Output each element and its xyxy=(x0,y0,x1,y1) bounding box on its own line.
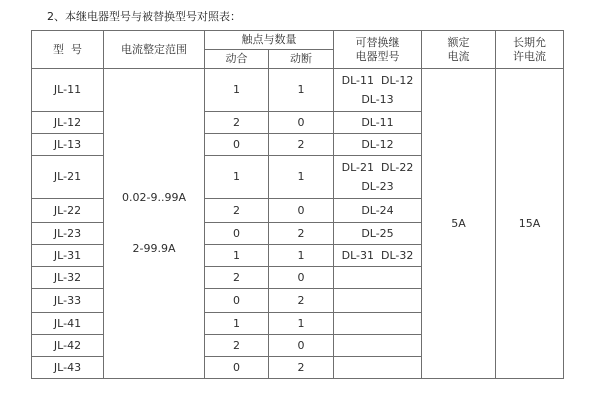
cell-normally-closed: 1 xyxy=(269,313,334,335)
cell-normally-open: 0 xyxy=(205,357,269,379)
cell-replaceable xyxy=(334,289,422,313)
cell-model: JL-22 xyxy=(32,199,104,223)
cell-model: JL-11 xyxy=(32,69,104,112)
cell-normally-open: 0 xyxy=(205,223,269,245)
col-header-rated-current xyxy=(422,31,496,69)
cell-longterm-current: 15A xyxy=(496,69,564,379)
col-header-longterm-line2: 许电流 xyxy=(513,49,546,63)
cell-normally-open: 2 xyxy=(205,267,269,289)
col-header-current-range: 电流整定范围 xyxy=(104,31,205,69)
col-header-longterm-current xyxy=(496,31,564,69)
replaceable-line1: DL-25 xyxy=(361,227,394,240)
cell-replaceable xyxy=(334,223,422,245)
replaceable-line1: DL-11 DL-12 xyxy=(341,74,414,87)
cell-normally-closed: 0 xyxy=(269,267,334,289)
cell-replaceable xyxy=(334,112,422,134)
section-title: 2、本继电器型号与被替换型号对照表： xyxy=(47,10,241,23)
cell-normally-open: 2 xyxy=(205,199,269,223)
cell-normally-open: 2 xyxy=(205,112,269,134)
cell-model: JL-32 xyxy=(32,267,104,289)
col-header-rated-line2: 电流 xyxy=(447,49,470,63)
cell-normally-closed: 0 xyxy=(269,112,334,134)
replaceable-line2: DL-13 xyxy=(361,93,394,106)
cell-replaceable xyxy=(334,199,422,223)
replaceable-line1: DL-12 xyxy=(361,138,394,151)
table-row-jl11 xyxy=(32,69,564,112)
col-header-rated-line1: 额定 xyxy=(447,35,470,49)
cell-rated-current: 5A xyxy=(422,69,496,379)
cell-normally-closed: 1 xyxy=(269,245,334,267)
replaceable-line1: DL-11 xyxy=(361,116,394,129)
cell-replaceable xyxy=(334,245,422,267)
cell-model: JL-23 xyxy=(32,223,104,245)
cell-replaceable xyxy=(334,335,422,357)
col-header-contacts-group: 触点与数量 xyxy=(205,31,334,50)
cell-normally-open: 1 xyxy=(205,313,269,335)
col-header-longterm-line1: 长期允 xyxy=(513,35,546,49)
cell-normally-closed: 2 xyxy=(269,223,334,245)
col-header-replaceable xyxy=(334,31,422,69)
cell-model: JL-43 xyxy=(32,357,104,379)
header-row-1 xyxy=(32,31,564,50)
cell-normally-closed: 2 xyxy=(269,357,334,379)
replaceable-line1: DL-24 xyxy=(361,204,394,217)
cell-normally-open: 0 xyxy=(205,134,269,156)
cell-normally-open: 1 xyxy=(205,156,269,199)
cell-model: JL-12 xyxy=(32,112,104,134)
cell-normally-closed: 0 xyxy=(269,335,334,357)
cell-normally-closed: 2 xyxy=(269,289,334,313)
col-header-model: 型 号 xyxy=(32,31,104,69)
cell-model: JL-42 xyxy=(32,335,104,357)
cell-model: JL-21 xyxy=(32,156,104,199)
cell-model: JL-41 xyxy=(32,313,104,335)
current-range-line2: 2-99.9A xyxy=(132,242,176,255)
replaceable-line1: DL-21 DL-22 xyxy=(341,161,414,174)
cell-normally-open: 1 xyxy=(205,245,269,267)
cell-replaceable xyxy=(334,156,422,199)
col-header-replaceable-line1: 可替换继 xyxy=(355,35,400,49)
cell-model: JL-13 xyxy=(32,134,104,156)
replaceable-line1: DL-31 DL-32 xyxy=(341,249,414,262)
current-range-line1: 0.02-9..99A xyxy=(122,191,186,204)
col-header-normally-closed: 动断 xyxy=(269,50,334,69)
cell-replaceable xyxy=(334,313,422,335)
cell-normally-closed: 1 xyxy=(269,69,334,112)
cell-replaceable xyxy=(334,69,422,112)
cell-normally-open: 0 xyxy=(205,289,269,313)
cell-normally-open: 1 xyxy=(205,69,269,112)
cell-model: JL-33 xyxy=(32,289,104,313)
cell-normally-closed: 0 xyxy=(269,199,334,223)
col-header-replaceable-line2: 电器型号 xyxy=(355,49,400,63)
col-header-normally-open: 动合 xyxy=(205,50,269,69)
cell-normally-open: 2 xyxy=(205,335,269,357)
cell-current-range xyxy=(104,69,205,379)
replaceable-line2: DL-23 xyxy=(361,180,394,193)
cell-model: JL-31 xyxy=(32,245,104,267)
cell-replaceable xyxy=(334,267,422,289)
cell-normally-closed: 1 xyxy=(269,156,334,199)
relay-comparison-table xyxy=(31,30,564,379)
cell-replaceable xyxy=(334,134,422,156)
cell-replaceable xyxy=(334,357,422,379)
cell-normally-closed: 2 xyxy=(269,134,334,156)
